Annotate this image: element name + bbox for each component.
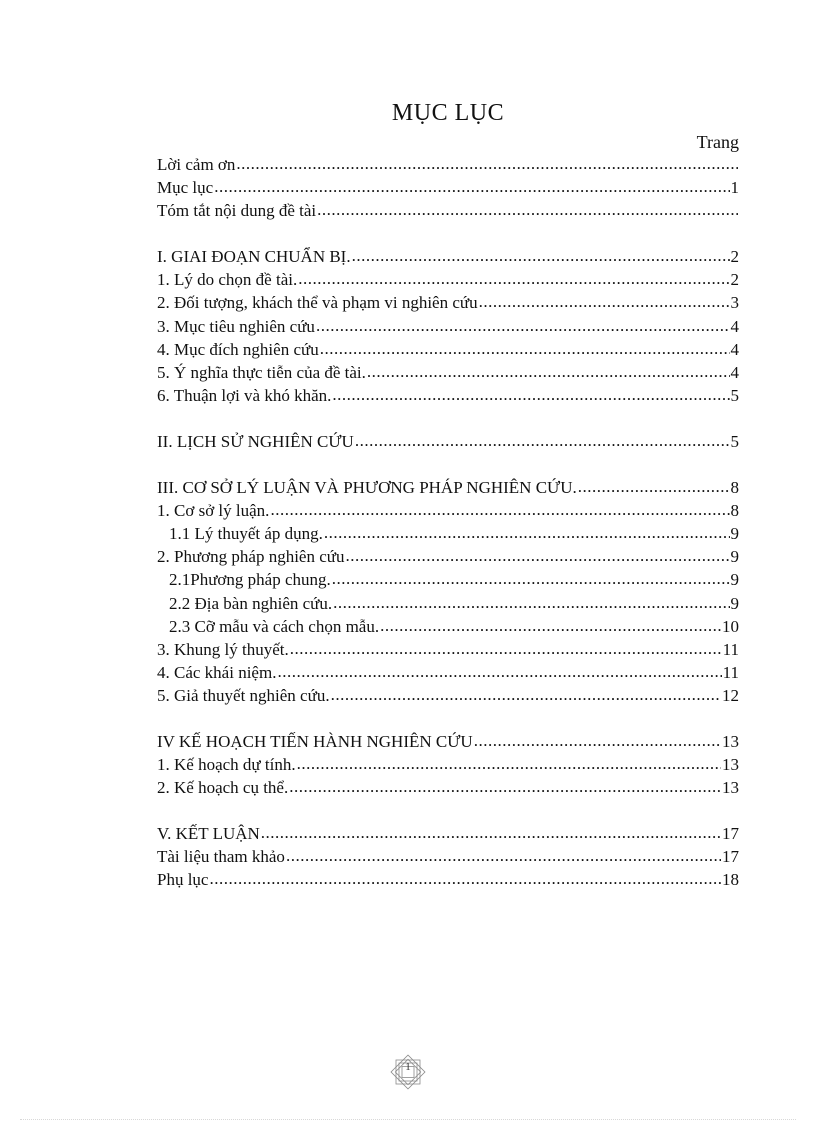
toc-entry[interactable] [157, 476, 739, 499]
dot-leader [289, 775, 721, 798]
toc-entry-label: 2.3 Cỡ mẫu và cách chọn mẫu. [169, 616, 380, 636]
toc-entry[interactable] [157, 730, 739, 753]
dot-leader [324, 521, 730, 544]
toc-entry-page: 18 [722, 870, 739, 890]
dot-leader [298, 267, 729, 290]
toc-entry-label: 2. Đối tượng, khách thể và phạm vi nghiên cứu [157, 293, 478, 313]
dot-leader [332, 567, 730, 590]
dot-leader [331, 683, 721, 706]
toc-entry-page: 12 [722, 685, 739, 705]
toc-entry-page: 2 [730, 270, 739, 290]
toc-entry[interactable] [157, 822, 739, 845]
toc-entry-page: 5 [730, 431, 739, 451]
toc-entry[interactable] [157, 522, 739, 545]
dot-leader [277, 660, 721, 683]
toc-entry[interactable] [157, 361, 739, 384]
page-column-label: Trang [696, 132, 739, 152]
page-bottom-divider [20, 1119, 796, 1120]
toc-entry-label: 4. Mục đích nghiên cứu [157, 339, 319, 359]
dot-leader [236, 152, 738, 175]
dot-leader [332, 383, 729, 406]
page-number: 1 [405, 1061, 411, 1073]
toc-entry[interactable] [157, 615, 739, 638]
toc-entry-label: III. CƠ SỞ LÝ LUẬN VÀ PHƯƠNG PHÁP NGHIÊN CỨU. [157, 478, 577, 498]
toc-entry[interactable] [157, 384, 739, 407]
toc-entry[interactable] [157, 753, 739, 776]
toc-entry-page: 2 [730, 247, 739, 267]
toc-entry-label: 6. Thuận lợi và khó khăn. [157, 385, 332, 405]
toc-entry-page: 11 [722, 639, 739, 659]
toc-entry[interactable] [157, 291, 739, 314]
toc-entry-page: 17 [722, 847, 739, 867]
toc-entry[interactable] [157, 176, 739, 199]
toc-entry-label: 5. Ý nghĩa thực tiễn của đề tài. [157, 362, 366, 382]
toc-entry-label: 2. Kế hoạch cụ thể. [157, 778, 289, 798]
toc-entry-label: 3. Khung lý thuyết. [157, 639, 289, 659]
toc-entry[interactable] [157, 245, 739, 268]
toc-entry[interactable] [157, 153, 739, 176]
toc-entry[interactable] [157, 661, 739, 684]
dot-leader [380, 614, 721, 637]
toc-entry-label: 2. Phương pháp nghiên cứu [157, 547, 345, 567]
toc-entry-label: 4. Các khái niệm. [157, 662, 277, 682]
toc-entry[interactable] [157, 776, 739, 799]
toc-entry-label: 1.1 Lý thuyết áp dụng. [169, 524, 323, 544]
dot-leader [355, 429, 730, 452]
toc-entry-label: 1. Kế hoạch dự tính. [157, 755, 296, 775]
toc-entry[interactable] [157, 684, 739, 707]
toc-entry-page: 4 [730, 362, 739, 382]
toc-entry[interactable] [157, 430, 739, 453]
toc-entry[interactable] [157, 638, 739, 661]
toc-entry-label: 1. Lý do chọn đề tài. [157, 270, 298, 290]
toc-entry-label: 1. Cơ sở lý luận. [157, 501, 270, 521]
table-of-contents [157, 153, 739, 892]
toc-entry[interactable] [157, 338, 739, 361]
toc-entry[interactable] [157, 845, 739, 868]
toc-entry-page: 8 [730, 478, 739, 498]
toc-entry[interactable] [157, 868, 739, 891]
toc-entry-page: 11 [722, 662, 739, 682]
dot-leader [261, 821, 721, 844]
toc-entry-page: 13 [722, 755, 739, 775]
dot-leader [367, 360, 730, 383]
dot-leader [270, 498, 729, 521]
page-title: MỤC LỤC [391, 100, 505, 126]
dot-leader [290, 637, 722, 660]
toc-entry-label: V. KẾT LUẬN [157, 824, 260, 844]
dot-leader [333, 591, 729, 614]
dot-leader [352, 244, 730, 267]
toc-entry-page: 9 [730, 570, 739, 590]
toc-entry-page: 9 [730, 547, 739, 567]
toc-entry[interactable] [157, 199, 739, 222]
toc-entry[interactable] [157, 568, 739, 591]
dot-leader [317, 198, 738, 221]
dot-leader [286, 844, 721, 867]
toc-entry-page: 4 [730, 339, 739, 359]
toc-entry-page: 10 [722, 616, 739, 636]
toc-entry[interactable] [157, 315, 739, 338]
toc-entry-label: 3. Mục tiêu nghiên cứu [157, 316, 315, 336]
toc-entry-label: II. LỊCH SỬ NGHIÊN CỨU [157, 431, 354, 451]
toc-entry[interactable] [157, 268, 739, 291]
toc-entry[interactable] [157, 499, 739, 522]
toc-entry-label: Lời cảm ơn [157, 155, 236, 174]
toc-entry-page: 13 [722, 731, 739, 751]
toc-entry-label: Phụ lục [157, 870, 209, 890]
toc-entry-page: 9 [730, 593, 739, 613]
dot-leader [578, 475, 730, 498]
toc-entry-page: 8 [730, 501, 739, 521]
dot-leader [474, 729, 721, 752]
toc-entry-label: I. GIAI ĐOẠN CHUẨN BỊ. [157, 247, 351, 267]
dot-leader [345, 544, 729, 567]
dot-leader [297, 752, 721, 775]
dot-leader [320, 337, 730, 360]
toc-entry[interactable] [157, 545, 739, 568]
toc-entry-label: Tóm tắt nội dung đề tài [157, 201, 317, 221]
toc-entry-label: 2.1Phương pháp chung. [169, 570, 331, 590]
toc-entry-page: 17 [722, 824, 739, 844]
toc-entry-label: Tài liệu tham khảo [157, 847, 285, 867]
toc-entry-page: 5 [730, 385, 739, 405]
dot-leader [209, 867, 721, 890]
toc-entry-page: 3 [730, 293, 739, 313]
dot-leader [214, 175, 729, 198]
toc-entry-page: 9 [730, 524, 739, 544]
toc-entry-label: Mục lục [157, 178, 214, 198]
toc-entry-page: 1 [730, 178, 739, 198]
toc-entry-label: 5. Giả thuyết nghiên cứu. [157, 685, 330, 705]
toc-entry[interactable] [157, 592, 739, 615]
dot-leader [316, 314, 730, 337]
toc-entry-label: IV KẾ HOẠCH TIẾN HÀNH NGHIÊN CỨU [157, 731, 473, 751]
toc-entry-label: 2.2 Địa bàn nghiên cứu. [169, 593, 333, 613]
toc-entry-page: 13 [722, 778, 739, 798]
toc-entry-page: 4 [730, 316, 739, 336]
dot-leader [479, 290, 730, 313]
